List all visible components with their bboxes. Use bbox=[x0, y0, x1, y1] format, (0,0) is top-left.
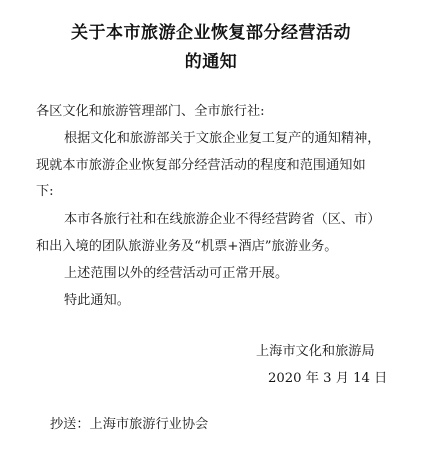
issue-date: 2020 年 3 月 14 日 bbox=[268, 371, 388, 386]
paragraph-3: 上述范围以外的经营活动可正常开展。 bbox=[64, 266, 289, 281]
issuer-signature: 上海市文化和旅游局 bbox=[256, 344, 375, 359]
paragraph-1-line-1: 根据文化和旅游部关于文旅企业复工复产的通知精神， bbox=[64, 131, 381, 146]
document-title-line-1: 关于本市旅游企业恢复部分经营活动 bbox=[71, 23, 351, 43]
paragraph-1-line-2: 现就本市旅游企业恢复部分经营活动的程度和范围通知如 bbox=[36, 158, 366, 173]
cc-line: 抄送：上海市旅游行业协会 bbox=[50, 417, 209, 432]
document-title-line-2: 的通知 bbox=[184, 52, 238, 72]
paragraph-2-line-1: 本市各旅行社和在线旅游企业不得经营跨省（区、市） bbox=[64, 212, 381, 227]
paragraph-2-line-2: 和出入境的团队旅游业务及“机票+酒店”旅游业务。 bbox=[36, 239, 338, 254]
paragraph-1-line-3: 下: bbox=[36, 184, 54, 199]
salutation: 各区文化和旅游管理部门、全市旅行社: bbox=[36, 104, 265, 119]
paragraph-4: 特此通知。 bbox=[64, 293, 130, 308]
